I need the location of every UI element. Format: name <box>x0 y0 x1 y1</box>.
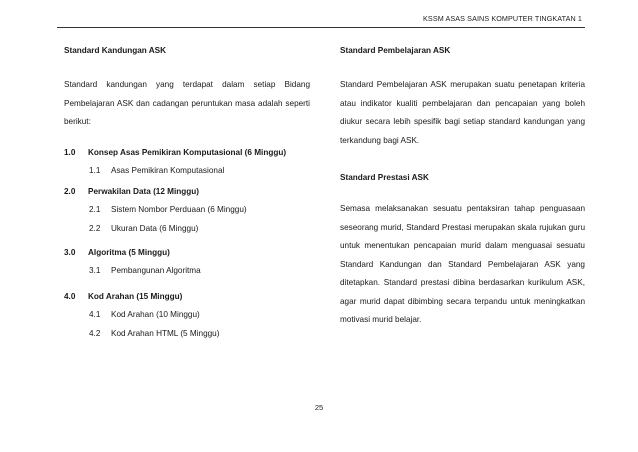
topic-number: 1.0 <box>64 147 76 157</box>
standard-prestasi-heading: Standard Prestasi ASK <box>340 173 429 182</box>
topic-title: Konsep Asas Pemikiran Komputasional (6 Minggu) <box>88 147 287 157</box>
running-header: KSSM ASAS SAINS KOMPUTER TINGKATAN 1 <box>423 14 582 23</box>
subtopic-number: 1.1 <box>89 165 101 175</box>
topic-2 <box>64 183 310 238</box>
page-number: 25 <box>314 403 324 412</box>
subtopic-number: 2.2 <box>89 223 101 233</box>
standard-kandungan-intro: Standard kandungan yang terdapat dalam setiap Bidang Pembelajaran ASK dan cadangan peruntukan masa adalah seperti berikut: <box>64 80 310 126</box>
topic-number: 4.0 <box>64 291 76 301</box>
standard-prestasi-paragraph: Semasa melaksanakan sesuatu pentaksiran tahap penguasaan seseorang murid, Standard Prestasi merupakan skala rujukan guru untuk menentukan pencapaian murid dalam menguasai sesuatu Standard Kandungan dan Standard Pembelajaran ASK yang ditetapkan. Standard prestasi dibina berdasarkan kurikulum ASK, agar murid dapat dibimbing secara terpandu untuk meningkatkan motivasi murid belajar. <box>340 204 585 324</box>
standard-pembelajaran-heading: Standard Pembelajaran ASK <box>340 46 451 55</box>
left-column <box>64 44 310 343</box>
subtopic-title: Asas Pemikiran Komputasional <box>111 165 225 175</box>
right-column <box>340 44 585 330</box>
topic-1 <box>64 144 310 180</box>
topic-number: 2.0 <box>64 186 76 196</box>
topic-title: Kod Arahan (15 Minggu) <box>88 291 183 301</box>
subtopic-title: Pembangunan Algoritma <box>111 265 201 275</box>
subtopic-number: 3.1 <box>89 265 101 275</box>
subtopic-number: 2.1 <box>89 204 101 214</box>
topic-3 <box>64 244 310 280</box>
subtopic-title: Ukuran Data (6 Minggu) <box>111 223 199 233</box>
standard-kandungan-heading: Standard Kandungan ASK <box>64 46 167 55</box>
subtopic-title: Kod Arahan HTML (5 Minggu) <box>111 328 220 338</box>
topic-title: Algoritma (5 Minggu) <box>88 247 170 257</box>
topic-title: Perwakilan Data (12 Minggu) <box>88 186 200 196</box>
subtopic-number: 4.1 <box>89 309 101 319</box>
topic-4 <box>64 288 310 343</box>
subtopic-title: Sistem Nombor Perduaan (6 Minggu) <box>111 204 247 214</box>
header-rule <box>57 27 585 28</box>
topic-number: 3.0 <box>64 247 76 257</box>
subtopic-title: Kod Arahan (10 Minggu) <box>111 309 200 319</box>
standard-pembelajaran-paragraph: Standard Pembelajaran ASK merupakan suatu penetapan kriteria atau indikator kualiti pembelajaran dan pencapaian yang boleh diukur secara lebih spesifik bagi setiap standard kandungan yang terkandung bagi ASK. <box>340 80 585 145</box>
subtopic-number: 4.2 <box>89 328 101 338</box>
